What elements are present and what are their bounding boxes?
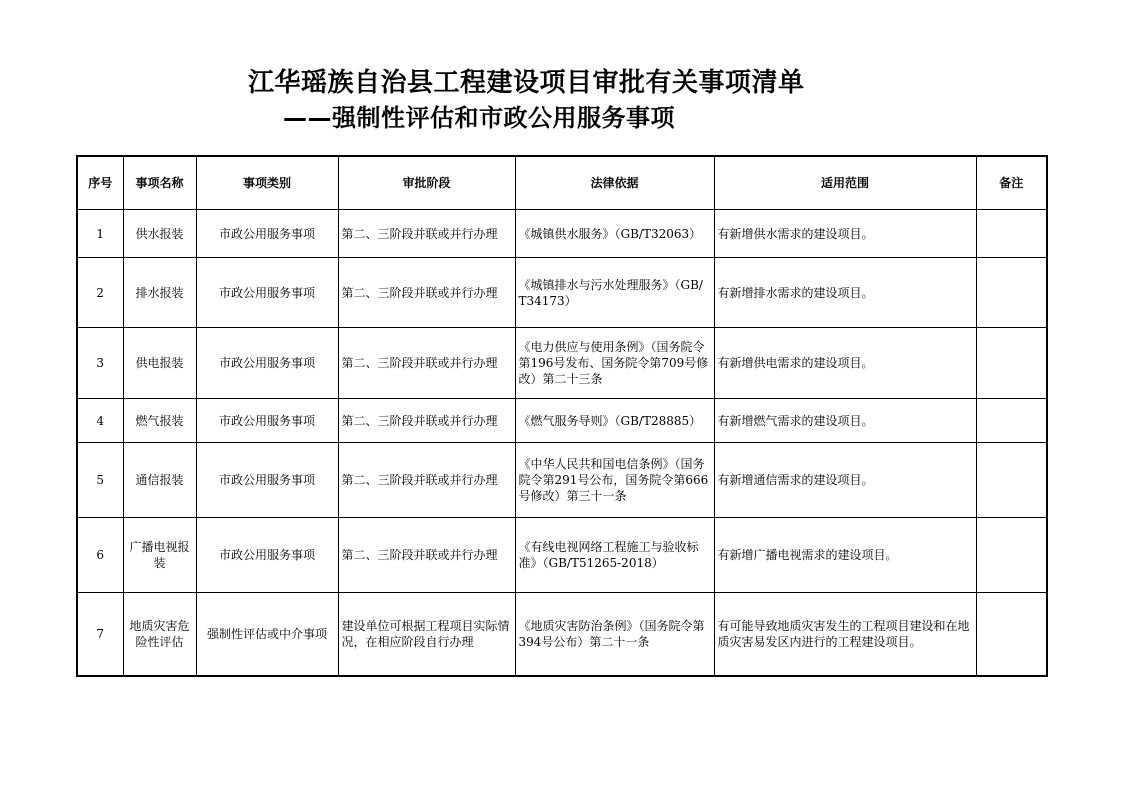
table-row: [77, 328, 1047, 399]
header-name: 事项名称: [123, 156, 196, 210]
document-subtitle: ——强制性评估和市政公用服务事项: [283, 104, 675, 132]
cell-basis: 《城镇排水与污水处理服务》（GB/T34173）: [515, 258, 714, 328]
cell-scope: 有可能导致地质灾害发生的工程项目建设和在地质灾害易发区内进行的工程建设项目。: [714, 593, 976, 677]
cell-category: 市政公用服务事项: [196, 518, 338, 593]
cell-scope: 有新增燃气需求的建设项目。: [714, 399, 976, 443]
cell-note: [976, 443, 1047, 518]
cell-name: 燃气报装: [123, 399, 196, 443]
cell-stage: 第二、三阶段并联或并行办理: [338, 210, 515, 258]
cell-category: 市政公用服务事项: [196, 258, 338, 328]
table-row: [77, 593, 1047, 677]
cell-no: 4: [77, 399, 123, 443]
cell-stage: 第二、三阶段并联或并行办理: [338, 258, 515, 328]
table-row: [77, 210, 1047, 258]
cell-stage: 第二、三阶段并联或并行办理: [338, 518, 515, 593]
cell-category: 市政公用服务事项: [196, 399, 338, 443]
cell-basis: 《地质灾害防治条例》（国务院令第394号公布）第二十一条: [515, 593, 714, 677]
cell-note: [976, 328, 1047, 399]
cell-basis: 《城镇供水服务》（GB/T32063）: [515, 210, 714, 258]
header-scope: 适用范围: [714, 156, 976, 210]
cell-scope: 有新增广播电视需求的建设项目。: [714, 518, 976, 593]
cell-name: 地质灾害危险性评估: [123, 593, 196, 677]
cell-basis: 《电力供应与使用条例》（国务院令第196号发布、国务院令第709号修改）第二十三条: [515, 328, 714, 399]
table-header-row: [77, 156, 1047, 210]
cell-note: [976, 210, 1047, 258]
table-row: [77, 518, 1047, 593]
cell-note: [976, 593, 1047, 677]
header-stage: 审批阶段: [338, 156, 515, 210]
table-row: [77, 443, 1047, 518]
header-no: 序号: [77, 156, 123, 210]
cell-note: [976, 399, 1047, 443]
cell-name: 供电报装: [123, 328, 196, 399]
header-note: 备注: [976, 156, 1047, 210]
cell-stage: 第二、三阶段并联或并行办理: [338, 328, 515, 399]
cell-name: 排水报装: [123, 258, 196, 328]
cell-stage: 第二、三阶段并联或并行办理: [338, 399, 515, 443]
cell-no: 6: [77, 518, 123, 593]
cell-scope: 有新增供电需求的建设项目。: [714, 328, 976, 399]
cell-category: 市政公用服务事项: [196, 328, 338, 399]
cell-stage: 第二、三阶段并联或并行办理: [338, 443, 515, 518]
cell-stage: 建设单位可根据工程项目实际情况，在相应阶段自行办理: [338, 593, 515, 677]
cell-no: 7: [77, 593, 123, 677]
cell-scope: 有新增供水需求的建设项目。: [714, 210, 976, 258]
cell-basis: 《中华人民共和国电信条例》（国务院令第291号公布，国务院令第666号修改）第三十一条: [515, 443, 714, 518]
cell-no: 5: [77, 443, 123, 518]
cell-category: 市政公用服务事项: [196, 443, 338, 518]
cell-scope: 有新增通信需求的建设项目。: [714, 443, 976, 518]
cell-no: 2: [77, 258, 123, 328]
cell-note: [976, 258, 1047, 328]
items-table: [76, 155, 1048, 677]
table-row: [77, 258, 1047, 328]
cell-note: [976, 518, 1047, 593]
header-category: 事项类别: [196, 156, 338, 210]
cell-name: 广播电视报装: [123, 518, 196, 593]
cell-category: 强制性评估或中介事项: [196, 593, 338, 677]
cell-no: 3: [77, 328, 123, 399]
document-title: 江华瑶族自治县工程建设项目审批有关事项清单: [248, 68, 805, 98]
cell-category: 市政公用服务事项: [196, 210, 338, 258]
cell-name: 供水报装: [123, 210, 196, 258]
cell-no: 1: [77, 210, 123, 258]
cell-scope: 有新增排水需求的建设项目。: [714, 258, 976, 328]
table-row: [77, 399, 1047, 443]
cell-basis: 《燃气服务导则》（GB/T28885）: [515, 399, 714, 443]
cell-name: 通信报装: [123, 443, 196, 518]
header-basis: 法律依据: [515, 156, 714, 210]
cell-basis: 《有线电视网络工程施工与验收标准》（GB/T51265-2018）: [515, 518, 714, 593]
